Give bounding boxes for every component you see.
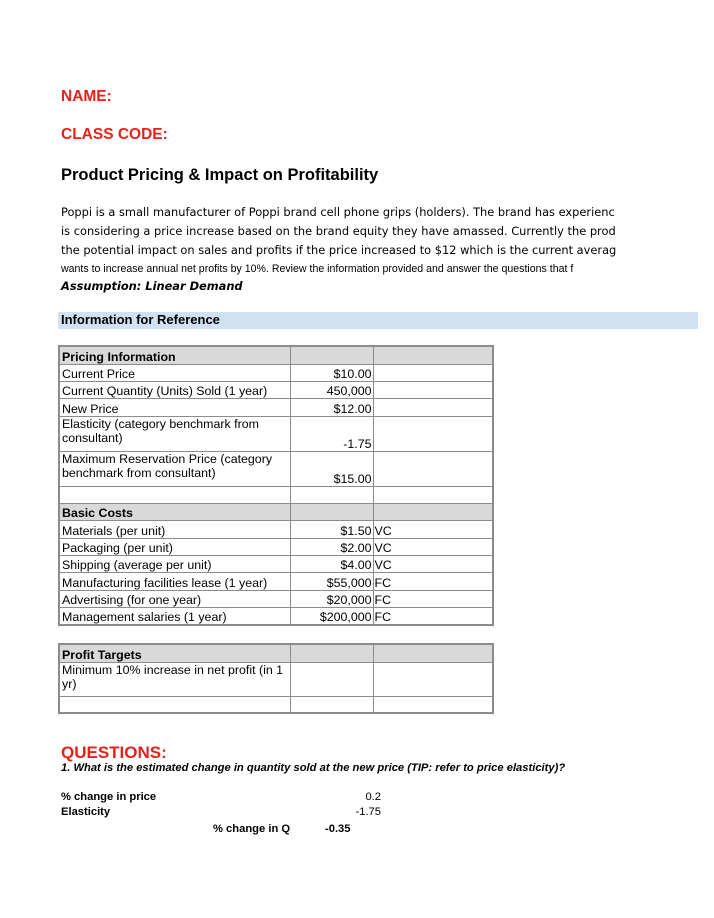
- row-label-max-reservation-price[interactable]: Maximum Reservation Price (category benchmark from consultant): [59, 451, 290, 486]
- row-label-profit-target[interactable]: Minimum 10% increase in net profit (in 1 yr): [59, 662, 290, 696]
- row-label-new-price[interactable]: New Price: [59, 398, 290, 416]
- costs-header-row: [59, 503, 493, 520]
- row-value-management-salaries[interactable]: $200,000: [290, 607, 373, 625]
- row-value-facilities-lease[interactable]: $55,000: [290, 572, 373, 590]
- pricing-header-cell[interactable]: Pricing Information: [59, 346, 290, 364]
- targets-header-cell[interactable]: Profit Targets: [59, 644, 290, 662]
- row-value-materials[interactable]: $1.50: [290, 520, 373, 538]
- table-row: [59, 607, 493, 625]
- row-value-max-reservation-price[interactable]: $15.00: [290, 451, 373, 486]
- row-value-elasticity[interactable]: -1.75: [290, 416, 373, 451]
- intro-line-4: wants to increase annual net profits by 10%. Review the information provided and answer the questions that f: [61, 263, 574, 275]
- row-label-shipping[interactable]: Shipping (average per unit): [59, 555, 290, 572]
- row-value-shipping[interactable]: $4.00: [290, 555, 373, 572]
- table-row-empty: [59, 486, 493, 503]
- empty-cell[interactable]: [59, 486, 290, 503]
- row-label-current-quantity[interactable]: Current Quantity (Units) Sold (1 year): [59, 381, 290, 398]
- empty-cell[interactable]: [373, 381, 493, 398]
- elasticity-value[interactable]: -1.75: [355, 806, 381, 818]
- empty-cell[interactable]: [373, 346, 493, 364]
- row-code-packaging[interactable]: VC: [373, 538, 493, 555]
- costs-header-cell[interactable]: Basic Costs: [59, 503, 290, 520]
- table-row: [59, 398, 493, 416]
- questions-heading: QUESTIONS:: [61, 743, 167, 762]
- empty-cell[interactable]: [290, 346, 373, 364]
- empty-cell[interactable]: [373, 486, 493, 503]
- intro-line-3: the potential impact on sales and profits if the price increased to $12 which is the current averag: [61, 243, 617, 257]
- row-value-advertising[interactable]: $20,000: [290, 590, 373, 607]
- empty-cell[interactable]: [290, 662, 373, 696]
- table-row: [59, 572, 493, 590]
- row-code-materials[interactable]: VC: [373, 520, 493, 538]
- reference-table: [58, 345, 494, 626]
- empty-cell[interactable]: [59, 696, 290, 713]
- table-row: [59, 451, 493, 486]
- reference-section-bar: [58, 312, 698, 329]
- row-label-packaging[interactable]: Packaging (per unit): [59, 538, 290, 555]
- table-row: [59, 381, 493, 398]
- intro-line-2: is considering a price increase based on the brand equity they have amassed. Currently the prod: [61, 224, 616, 238]
- table-row: [59, 364, 493, 381]
- class-code-label: CLASS CODE:: [61, 126, 168, 143]
- targets-header-row: [59, 644, 493, 662]
- pct-change-price-value[interactable]: 0.2: [365, 791, 381, 803]
- question-1: 1. What is the estimated change in quantity sold at the new price (TIP: refer to price elasticity)?: [61, 762, 566, 774]
- table-row: [59, 590, 493, 607]
- empty-cell[interactable]: [373, 451, 493, 486]
- empty-cell[interactable]: [290, 503, 373, 520]
- empty-cell[interactable]: [290, 644, 373, 662]
- row-label-advertising[interactable]: Advertising (for one year): [59, 590, 290, 607]
- empty-cell[interactable]: [290, 696, 373, 713]
- table-row: [59, 538, 493, 555]
- row-code-facilities-lease[interactable]: FC: [373, 572, 493, 590]
- table-row: [59, 416, 493, 451]
- table-row-empty: [59, 696, 493, 713]
- reference-section-title: Information for Reference: [61, 312, 220, 327]
- empty-cell[interactable]: [373, 662, 493, 696]
- row-value-new-price[interactable]: $12.00: [290, 398, 373, 416]
- table-row: [59, 555, 493, 572]
- row-value-current-price[interactable]: $10.00: [290, 364, 373, 381]
- empty-cell[interactable]: [290, 486, 373, 503]
- pct-change-q-value[interactable]: -0.35: [325, 823, 351, 835]
- row-code-shipping[interactable]: VC: [373, 555, 493, 572]
- empty-cell[interactable]: [373, 503, 493, 520]
- empty-cell[interactable]: [373, 416, 493, 451]
- row-value-current-quantity[interactable]: 450,000: [290, 381, 373, 398]
- row-label-facilities-lease[interactable]: Manufacturing facilities lease (1 year): [59, 572, 290, 590]
- empty-cell[interactable]: [373, 364, 493, 381]
- row-label-management-salaries[interactable]: Management salaries (1 year): [59, 607, 290, 625]
- elasticity-label: Elasticity: [61, 806, 111, 818]
- name-label: NAME:: [61, 88, 112, 105]
- profit-targets-table: [58, 643, 494, 714]
- assumption-label: Assumption: Linear Demand: [61, 279, 243, 293]
- pct-change-price-label: % change in price: [61, 791, 157, 803]
- pct-change-q-label: % change in Q: [213, 823, 291, 835]
- row-label-elasticity[interactable]: Elasticity (category benchmark from consultant): [59, 416, 290, 451]
- table-row: [59, 520, 493, 538]
- empty-cell[interactable]: [373, 644, 493, 662]
- row-code-management-salaries[interactable]: FC: [373, 607, 493, 625]
- row-code-advertising[interactable]: FC: [373, 590, 493, 607]
- empty-cell[interactable]: [373, 696, 493, 713]
- pricing-header-row: [59, 346, 493, 364]
- intro-line-1: Poppi is a small manufacturer of Poppi brand cell phone grips (holders). The brand has experienc: [61, 205, 615, 219]
- row-label-materials[interactable]: Materials (per unit): [59, 520, 290, 538]
- page-title: Product Pricing & Impact on Profitability: [61, 166, 379, 184]
- table-row: [59, 662, 493, 696]
- row-value-packaging[interactable]: $2.00: [290, 538, 373, 555]
- row-label-current-price[interactable]: Current Price: [59, 364, 290, 381]
- empty-cell[interactable]: [373, 398, 493, 416]
